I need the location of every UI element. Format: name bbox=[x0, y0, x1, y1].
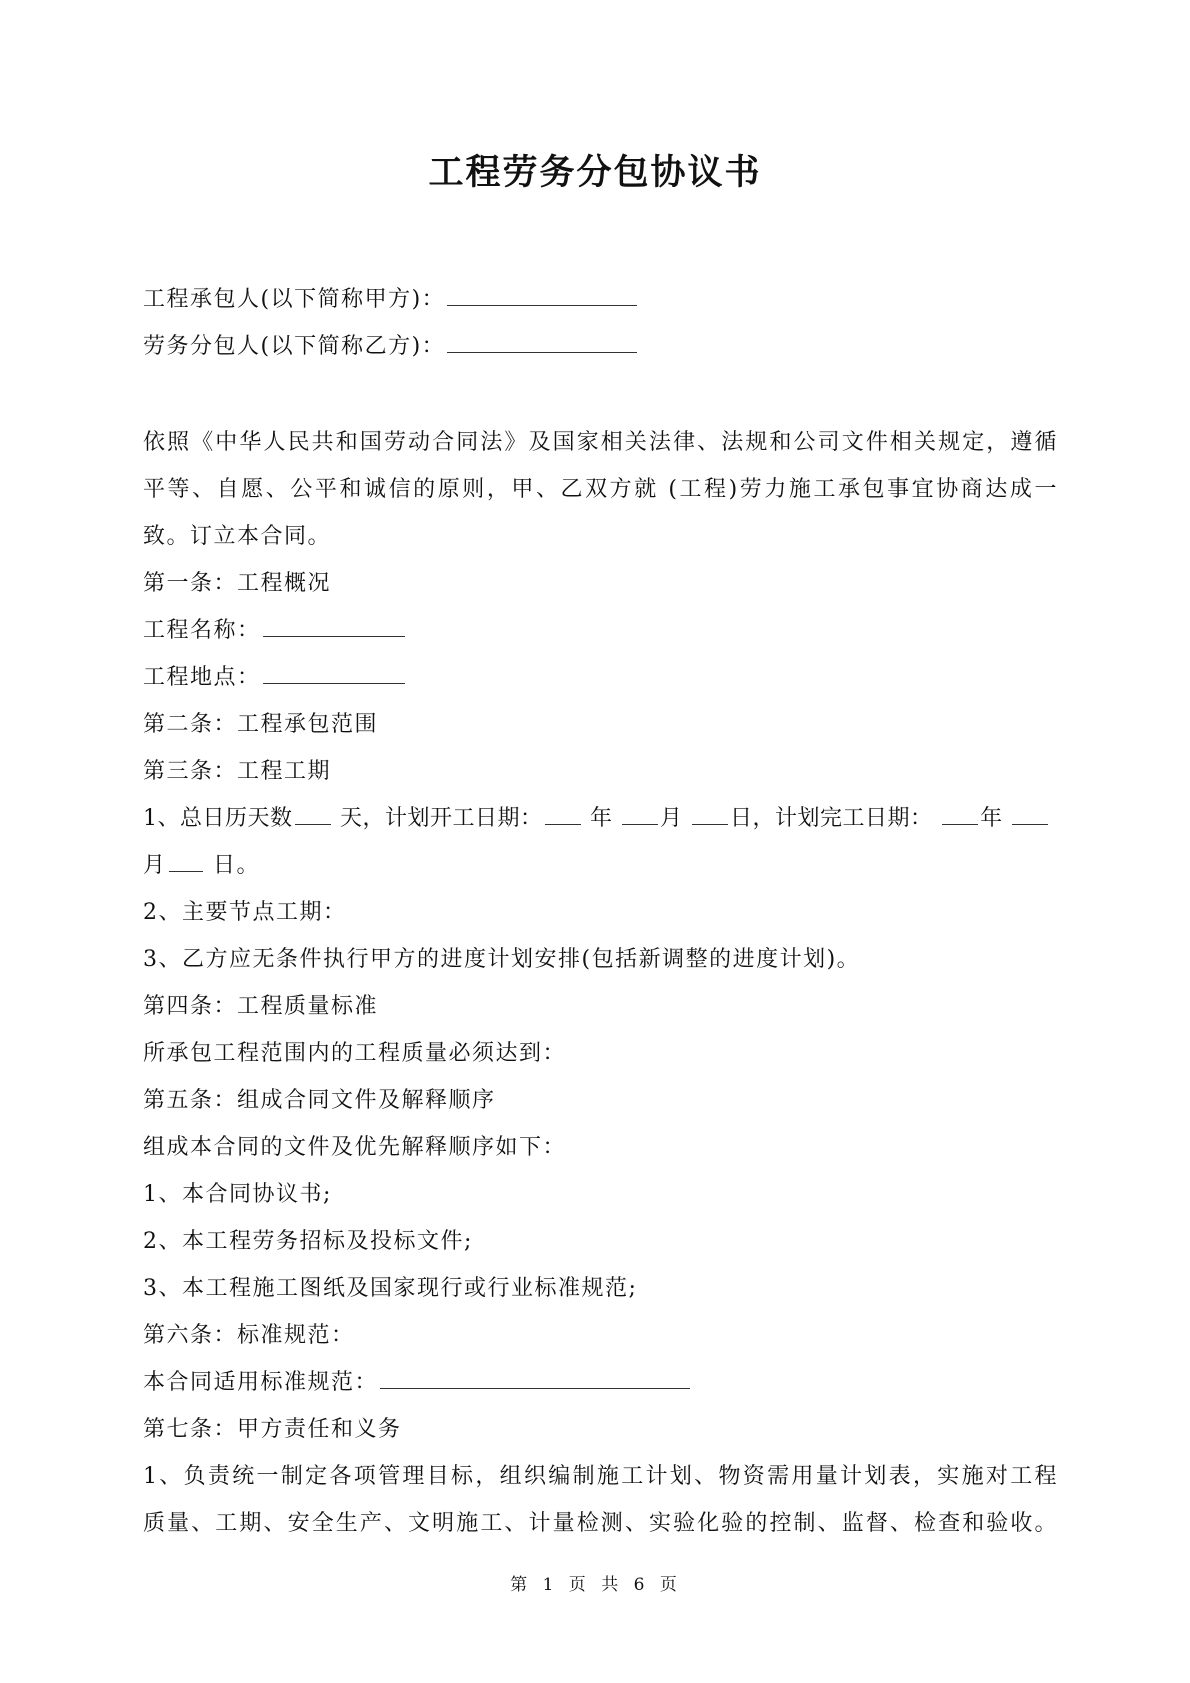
end-day-blank[interactable] bbox=[169, 851, 203, 872]
end-year-blank[interactable] bbox=[942, 804, 978, 825]
party-a-label: 工程承包人(以下简称甲方)： bbox=[143, 287, 446, 312]
schedule-line-1 bbox=[143, 804, 1058, 834]
preamble-line-2: 平等、自愿、公平和诚信的原则，甲、乙双方就 (工程)劳力施工承包事宜协商达成一 bbox=[143, 477, 1058, 502]
start-date-label: 天，计划开工日期： bbox=[340, 806, 543, 831]
end-day-label: 日。 bbox=[213, 853, 261, 878]
schedule-line-2 bbox=[143, 851, 1058, 881]
article5-heading: 第五条：组成合同文件及解释顺序 bbox=[143, 1088, 496, 1113]
article3-heading: 第三条：工程工期 bbox=[143, 759, 332, 784]
party-b-line bbox=[143, 332, 1058, 362]
article1-heading: 第一条：工程概况 bbox=[143, 571, 332, 596]
article2-heading: 第二条：工程承包范围 bbox=[143, 712, 379, 737]
list-item: 2、本工程劳务招标及投标文件; bbox=[143, 1229, 473, 1254]
end-year-label: 年 bbox=[980, 806, 1003, 831]
start-day-blank[interactable] bbox=[692, 804, 728, 825]
start-month-label: 月 bbox=[660, 806, 683, 831]
milestone-line: 2、主要节点工期： bbox=[143, 900, 347, 925]
project-name-line bbox=[143, 616, 1058, 646]
document-title: 工程劳务分包协议书 bbox=[428, 152, 762, 193]
start-month-blank[interactable] bbox=[622, 804, 658, 825]
list-item: 3、本工程施工图纸及国家现行或行业标准规范; bbox=[143, 1276, 638, 1301]
party-a-blank[interactable] bbox=[447, 285, 637, 306]
standards-label: 本合同适用标准规范： bbox=[143, 1370, 379, 1395]
article7-line-2: 质量、工期、安全生产、文明施工、计量检测、实验化验的控制、监督、检查和验收。 bbox=[143, 1511, 1058, 1536]
standards-blank[interactable] bbox=[380, 1368, 690, 1389]
article7-heading: 第七条：甲方责任和义务 bbox=[143, 1417, 402, 1442]
end-date-label: 日，计划完工日期： bbox=[730, 806, 933, 831]
end-month-label: 月 bbox=[143, 853, 167, 878]
start-year-blank[interactable] bbox=[545, 804, 581, 825]
preamble-line-1: 依照《中华人民共和国劳动合同法》及国家相关法律、法规和公司文件相关规定，遵循 bbox=[143, 430, 1058, 455]
project-location-blank[interactable] bbox=[263, 663, 405, 684]
preamble-line-3: 致。订立本合同。 bbox=[143, 524, 332, 549]
article5-intro: 组成本合同的文件及优先解释顺序如下： bbox=[143, 1135, 567, 1160]
quality-text: 所承包工程范围内的工程质量必须达到： bbox=[143, 1041, 567, 1066]
party-b-blank[interactable] bbox=[447, 332, 637, 353]
article7-line-1: 1、负责统一制定各项管理目标，组织编制施工计划、物资需用量计划表，实施对工程 bbox=[143, 1464, 1058, 1489]
project-location-line bbox=[143, 663, 1058, 693]
standards-line bbox=[143, 1368, 1058, 1398]
total-days-blank[interactable] bbox=[295, 804, 331, 825]
project-name-label: 工程名称： bbox=[143, 618, 261, 643]
project-location-label: 工程地点： bbox=[143, 665, 261, 690]
party-b-label: 劳务分包人(以下简称乙方)： bbox=[143, 334, 446, 359]
page-footer: 第 1 页 共 6 页 bbox=[510, 1575, 680, 1595]
article4-heading: 第四条：工程质量标准 bbox=[143, 994, 379, 1019]
article6-heading: 第六条：标准规范： bbox=[143, 1323, 355, 1348]
project-name-blank[interactable] bbox=[263, 616, 405, 637]
list-item: 1、本合同协议书; bbox=[143, 1182, 332, 1207]
total-days-label: 1、总日历天数 bbox=[143, 806, 293, 831]
start-year-label: 年 bbox=[590, 806, 613, 831]
progress-plan-line: 3、乙方应无条件执行甲方的进度计划安排(包括新调整的进度计划)。 bbox=[143, 947, 861, 972]
end-month-blank[interactable] bbox=[1012, 804, 1048, 825]
party-a-line bbox=[143, 285, 1058, 315]
